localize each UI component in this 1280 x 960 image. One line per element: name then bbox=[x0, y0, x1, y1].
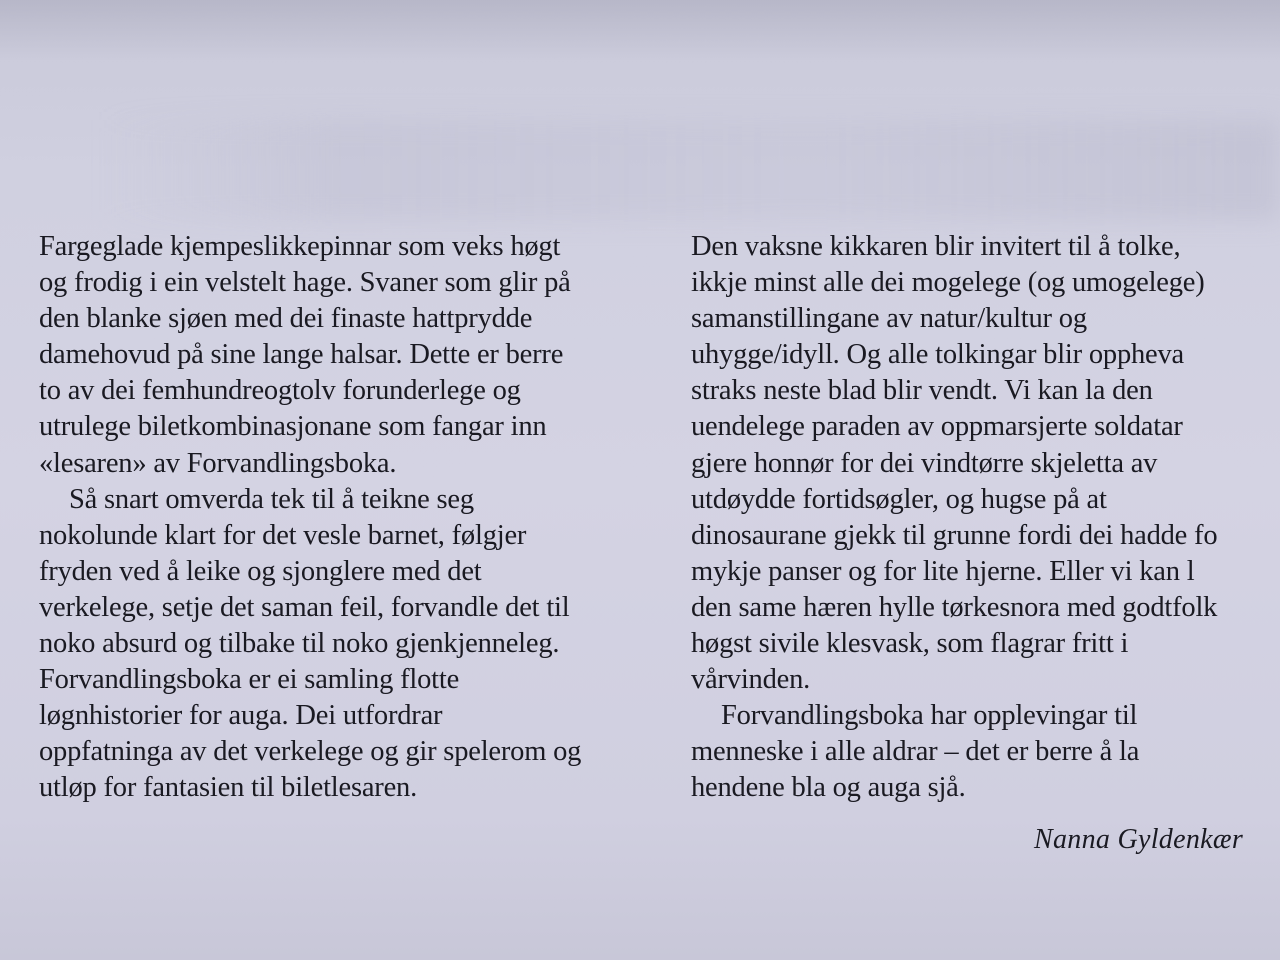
text-line: to av dei femhundreogtolv forunderlege og bbox=[39, 375, 521, 407]
paragraph-start-line: Så snart omverda tek til å teikne seg bbox=[69, 483, 474, 515]
text-line: mykje panser og for lite hjerne. Eller vi kan l bbox=[691, 555, 1195, 587]
text-line: uendelege paraden av oppmarsjerte soldatar bbox=[691, 411, 1183, 443]
author-signature: Nanna Gyldenkær bbox=[1034, 824, 1244, 855]
text-line: utdøydde fortidsøgler, og hugse på at bbox=[691, 483, 1107, 515]
faded-heading-background bbox=[100, 120, 1280, 220]
text-line: nokolunde klart for det vesle barnet, følgjer bbox=[39, 519, 527, 551]
text-line: uhygge/idyll. Og alle tolkingar blir oppheva bbox=[691, 339, 1185, 371]
paragraph-start-line: Forvandlingsboka har opplevingar til bbox=[721, 700, 1138, 732]
text-line: den same hæren hylle tørkesnora med godtfolk bbox=[691, 591, 1218, 623]
text-line: damehovud på sine lange halsar. Dette er berre bbox=[39, 339, 564, 371]
right-text-column bbox=[691, 229, 1280, 807]
text-line: utløp for fantasien til biletlesaren. bbox=[39, 772, 418, 804]
text-line: og frodig i ein velstelt hage. Svaner som glir på bbox=[39, 267, 571, 299]
text-line: «lesaren» av Forvandlingsboka. bbox=[39, 447, 397, 479]
text-line: utrulege biletkombinasjonane som fangar inn bbox=[39, 411, 547, 443]
text-line: noko absurd og tilbake til noko gjenkjenneleg. bbox=[39, 628, 560, 660]
text-line: ikkje minst alle dei mogelege (og umogelege) bbox=[691, 267, 1205, 299]
text-line: Den vaksne kikkaren blir invitert til å tolke, bbox=[691, 231, 1181, 262]
text-line: Fargeglade kjempeslikkepinnar som veks høgt bbox=[39, 231, 561, 262]
text-line: høgst sivile klesvask, som flagrar fritt i bbox=[691, 628, 1129, 660]
text-line: hendene bla og auga sjå. bbox=[691, 772, 966, 804]
left-text-column bbox=[39, 229, 649, 807]
page-top-shadow bbox=[0, 0, 1280, 60]
text-line: menneske i alle aldrar – det er berre å la bbox=[691, 736, 1140, 768]
text-line: dinosaurane gjekk til grunne fordi dei hadde fo bbox=[691, 519, 1218, 551]
text-line: gjere honnør for dei vindtørre skjeletta av bbox=[691, 447, 1158, 479]
text-line: vårvinden. bbox=[691, 664, 811, 696]
text-line: oppfatninga av det verkelege og gir spelerom og bbox=[39, 736, 582, 768]
text-line: den blanke sjøen med dei finaste hattprydde bbox=[39, 303, 533, 335]
text-line: verkelege, setje det saman feil, forvandle det til bbox=[39, 591, 570, 623]
text-line: løgnhistorier for auga. Dei utfordrar bbox=[39, 700, 443, 732]
text-line: samanstillingane av natur/kultur og bbox=[691, 303, 1087, 335]
text-line: Forvandlingsboka er ei samling flotte bbox=[39, 664, 460, 696]
text-line: fryden ved å leike og sjonglere med det bbox=[39, 555, 482, 587]
text-line: straks neste blad blir vendt. Vi kan la den bbox=[691, 375, 1153, 407]
